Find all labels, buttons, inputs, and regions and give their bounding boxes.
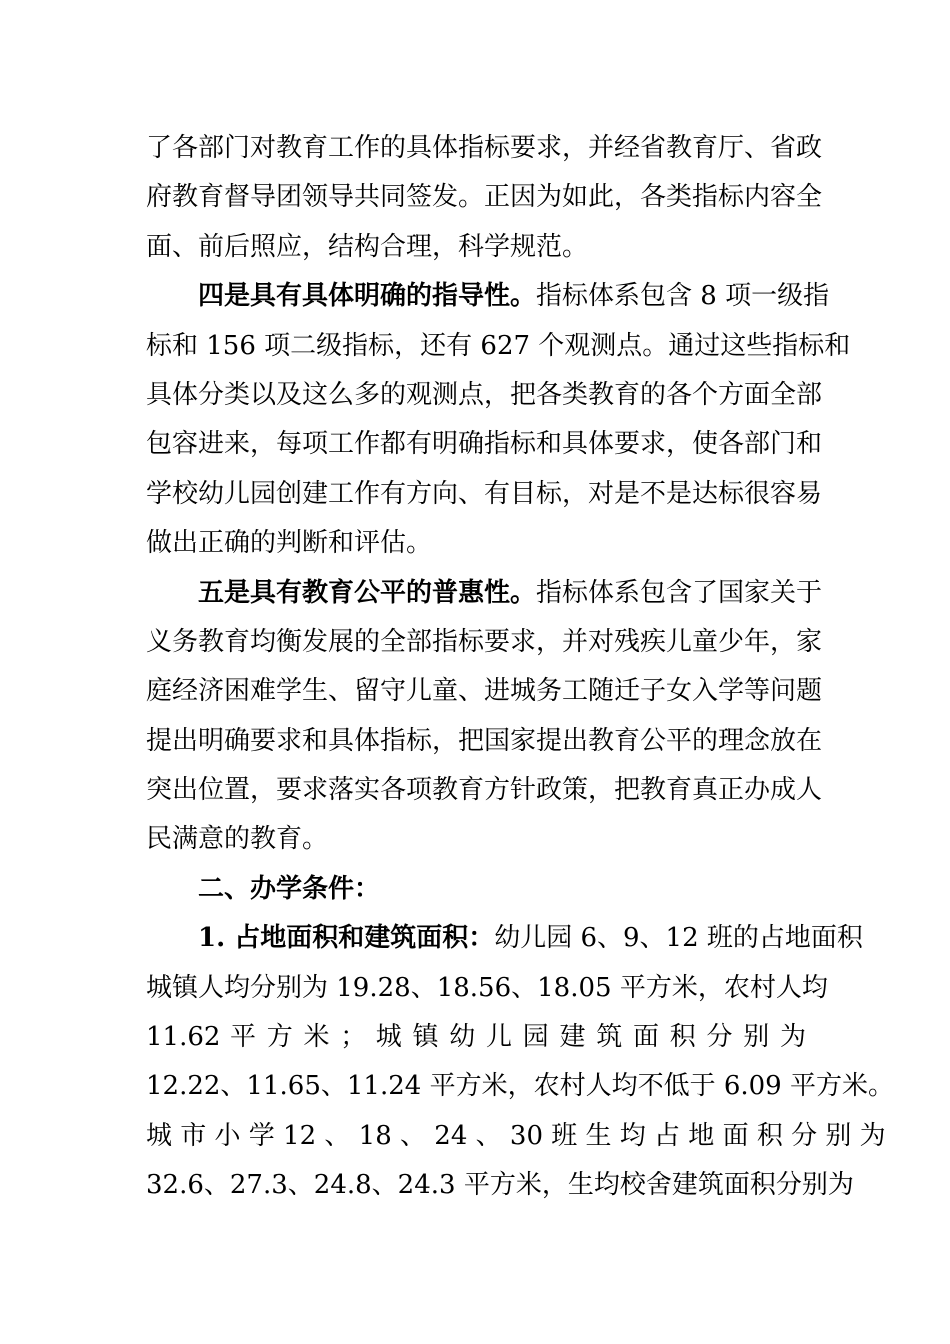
line-text: 庭经济困难学生、留守儿童、进城务工随迁子女入学等问题 — [146, 676, 823, 707]
text-line — [146, 1161, 854, 1210]
bold-heading: 五是具有教育公平的普惠性。 — [198, 577, 537, 608]
line-text: 府教育督导团领导共同签发。正因为如此，各类指标内容全 — [146, 182, 823, 213]
line-text: 突出位置，要求落实各项教育方针政策，把教育真正办成人 — [146, 775, 823, 806]
text-line — [146, 223, 806, 272]
text-line — [146, 470, 823, 519]
line-text: 具体分类以及这么多的观测点，把各类教育的各个方面全部 — [146, 379, 823, 410]
line-text: 32.6、27.3、24.8、24.3 平方米，生均校舍建筑面积分别为 — [146, 1170, 854, 1201]
text-line — [146, 1013, 806, 1062]
line-text: 了各部门对教育工作的具体指标要求，并经省教育厅、省政 — [146, 133, 823, 163]
line-text: 12.22、11.65、11.24 平方米，农村人均不低于 6.09 平方米。 — [146, 1071, 894, 1102]
bold-heading: 二、办学条件： — [198, 873, 381, 904]
text-line — [146, 371, 823, 420]
body-text — [146, 124, 894, 1211]
text-line — [146, 272, 830, 321]
text-line — [146, 1062, 894, 1111]
line-text: 幼儿园 6、9、12 班的占地面积 — [494, 923, 863, 954]
text-line — [146, 618, 823, 667]
bold-heading: 四是具有具体明确的指导性。 — [198, 281, 537, 312]
line-text: 包容进来，每项工作都有明确指标和具体要求，使各部门和 — [146, 429, 823, 460]
text-line — [146, 815, 806, 864]
text-line — [146, 569, 823, 618]
line-text: 面、前后照应，结构合理，科学规范。 — [146, 231, 589, 262]
line-text: 指标体系包含 8 项一级指 — [536, 281, 830, 312]
text-line — [146, 914, 863, 963]
bold-heading: 1. 占地面积和建筑面积： — [198, 923, 495, 954]
line-text: 城镇人均分别为 19.28、18.56、18.05 平方米，农村人均 — [146, 972, 828, 1003]
text-line — [146, 1112, 886, 1161]
text-line — [146, 124, 823, 173]
line-text: 指标体系包含了国家关于 — [536, 577, 823, 608]
text-line — [146, 173, 823, 222]
line-text: 义务教育均衡发展的全部指标要求，并对残疾儿童少年，家 — [146, 626, 823, 657]
text-line — [146, 420, 823, 469]
text-line — [146, 766, 823, 815]
text-line — [146, 717, 823, 766]
text-line — [146, 667, 823, 716]
text-line — [146, 964, 828, 1013]
line-text: 学校幼儿园创建工作有方向、有目标，对是不是达标很容易 — [146, 478, 823, 509]
line-text: 民满意的教育。 — [146, 824, 329, 855]
line-text: 11.62 平 方 米 ； 城 镇 幼 儿 园 建 筑 面 积 分 别 为 — [146, 1022, 806, 1053]
text-line — [146, 865, 806, 914]
text-line — [146, 519, 806, 568]
line-text: 城 市 小 学 12 、 18 、 24 、 30 班 生 均 占 地 面 积 分 别 为 — [146, 1120, 886, 1151]
line-text: 标和 156 项二级指标，还有 627 个观测点。通过这些指标和 — [146, 330, 851, 361]
line-text: 做出正确的判断和评估。 — [146, 528, 433, 559]
text-line — [146, 322, 851, 371]
line-text: 提出明确要求和具体指标，把国家提出教育公平的理念放在 — [146, 725, 823, 756]
